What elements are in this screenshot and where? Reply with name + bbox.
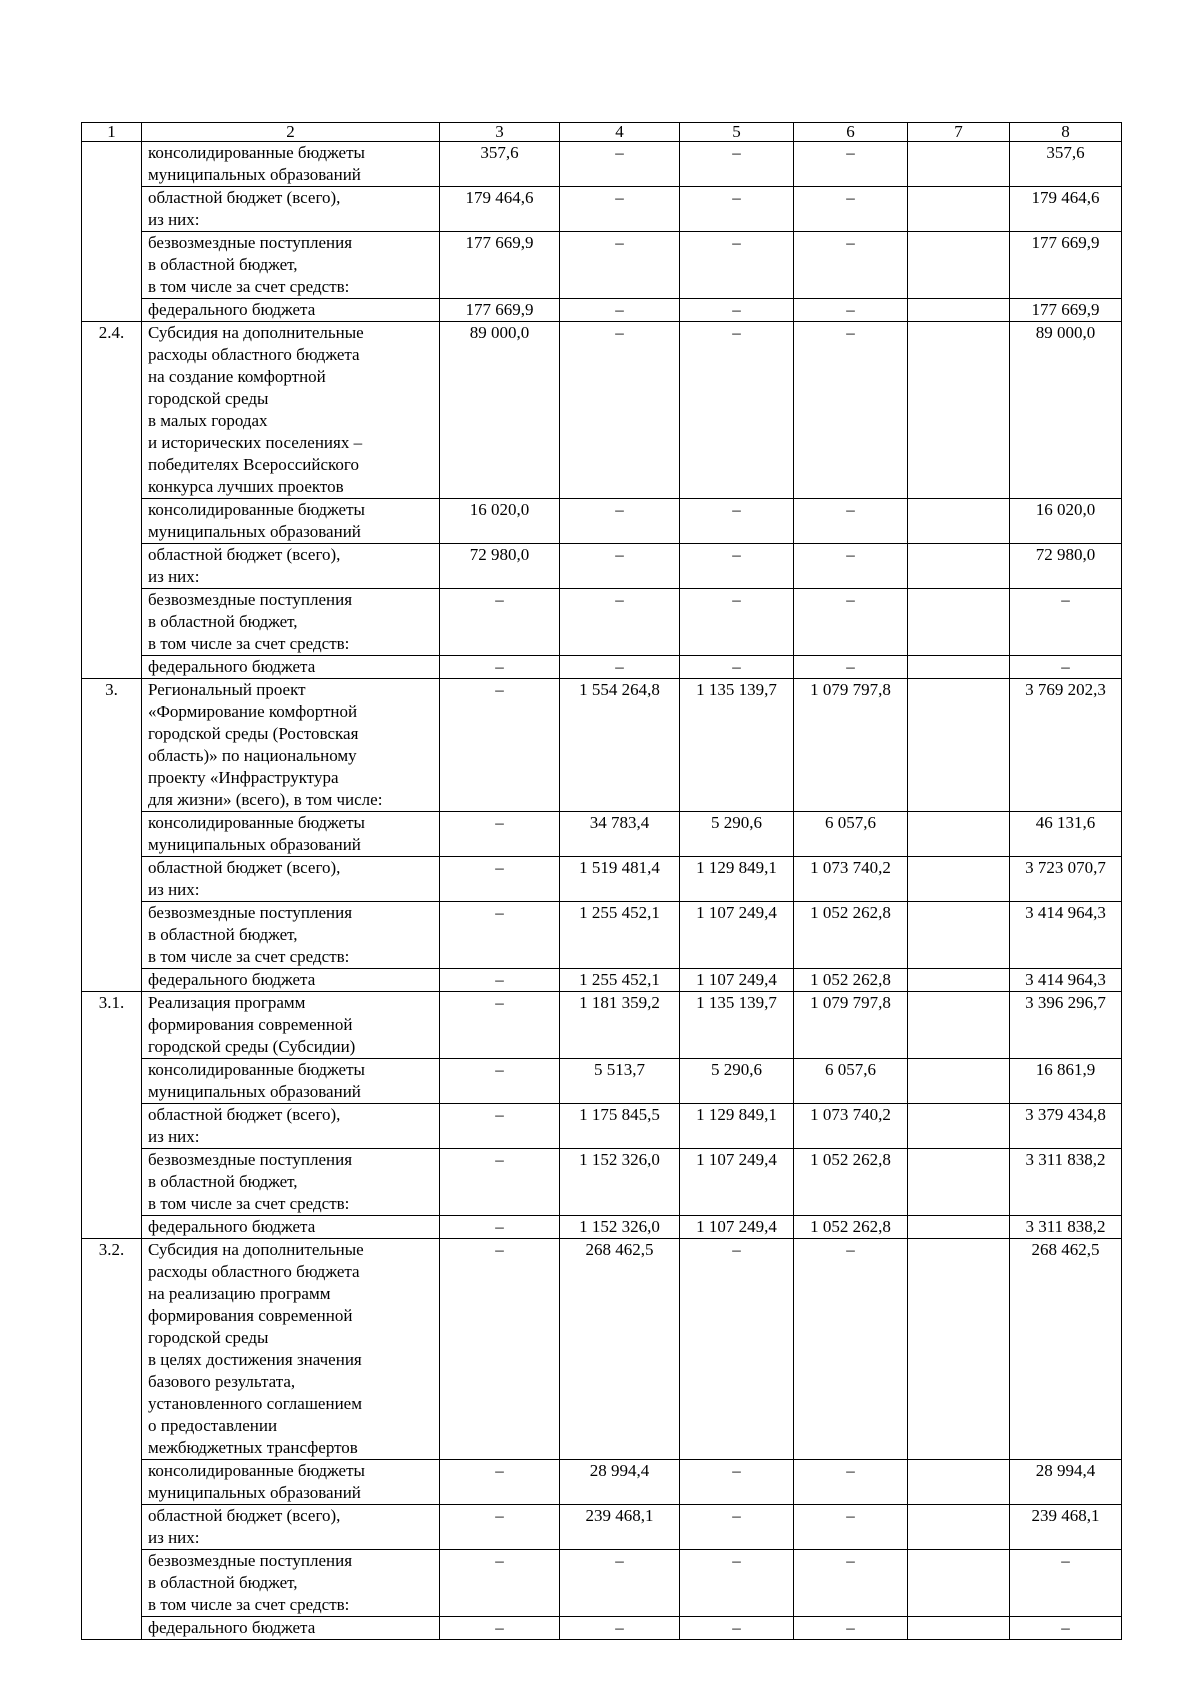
value-cell-c8: 179 464,6 (1010, 187, 1122, 232)
value-cell-c8: 89 000,0 (1010, 322, 1122, 499)
value-cell-c3: – (440, 1059, 560, 1104)
value-cell-c5: – (680, 656, 794, 679)
value-cell-c4: – (560, 187, 680, 232)
value-cell-c8: 3 769 202,3 (1010, 679, 1122, 812)
value-cell-c8: 28 994,4 (1010, 1460, 1122, 1505)
table-row (82, 322, 1122, 499)
row-label: консолидированные бюджеты муниципальных образований (142, 1460, 440, 1505)
value-cell-c4: 1 255 452,1 (560, 902, 680, 969)
table-row (82, 1617, 1122, 1640)
value-cell-c5: 5 290,6 (680, 812, 794, 857)
value-cell-c3: 177 669,9 (440, 232, 560, 299)
value-cell-c4: – (560, 232, 680, 299)
table-row (82, 812, 1122, 857)
value-cell-c8: 16 020,0 (1010, 499, 1122, 544)
table-row (82, 656, 1122, 679)
value-cell-c6: – (794, 544, 908, 589)
value-cell-c3: 16 020,0 (440, 499, 560, 544)
value-cell-c8: – (1010, 1617, 1122, 1640)
value-cell-c4: – (560, 299, 680, 322)
value-cell-c4: – (560, 499, 680, 544)
value-cell-c8: 239 468,1 (1010, 1505, 1122, 1550)
value-cell-c4: 5 513,7 (560, 1059, 680, 1104)
table-row (82, 992, 1122, 1059)
value-cell-c3: – (440, 1104, 560, 1149)
row-label: Субсидия на дополнительные расходы областного бюджета на создание комфортной городской среды в малых городах и исторических поселениях – победителях Всероссийского конкурса лучших проектов (142, 322, 440, 499)
row-label: безвозмездные поступления в областной бюджет, в том числе за счет средств: (142, 902, 440, 969)
value-cell-c6: 6 057,6 (794, 1059, 908, 1104)
value-cell-c6: 1 052 262,8 (794, 902, 908, 969)
column-header: 7 (908, 123, 1010, 142)
value-cell-c4: 1 152 326,0 (560, 1216, 680, 1239)
value-cell-c6: 1 073 740,2 (794, 857, 908, 902)
value-cell-c4: 1 554 264,8 (560, 679, 680, 812)
value-cell-c5: 1 129 849,1 (680, 857, 794, 902)
value-cell-c8: 357,6 (1010, 142, 1122, 187)
value-cell-c3: – (440, 1239, 560, 1460)
table-row (82, 232, 1122, 299)
value-cell-c7 (908, 1216, 1010, 1239)
table-row (82, 544, 1122, 589)
row-number: 3.2. (82, 1239, 142, 1640)
column-header: 1 (82, 123, 142, 142)
value-cell-c5: – (680, 322, 794, 499)
table-row (82, 1104, 1122, 1149)
value-cell-c6: – (794, 656, 908, 679)
value-cell-c5: 1 107 249,4 (680, 969, 794, 992)
value-cell-c7 (908, 1550, 1010, 1617)
value-cell-c5: 5 290,6 (680, 1059, 794, 1104)
value-cell-c8: 3 723 070,7 (1010, 857, 1122, 902)
value-cell-c6: – (794, 499, 908, 544)
row-label: областной бюджет (всего), из них: (142, 1104, 440, 1149)
value-cell-c4: 268 462,5 (560, 1239, 680, 1460)
row-label: областной бюджет (всего), из них: (142, 187, 440, 232)
value-cell-c7 (908, 1149, 1010, 1216)
value-cell-c8: 3 379 434,8 (1010, 1104, 1122, 1149)
value-cell-c6: 1 052 262,8 (794, 1216, 908, 1239)
value-cell-c3: – (440, 679, 560, 812)
value-cell-c3: – (440, 812, 560, 857)
value-cell-c7 (908, 299, 1010, 322)
value-cell-c6: – (794, 322, 908, 499)
value-cell-c5: – (680, 589, 794, 656)
value-cell-c4: 239 468,1 (560, 1505, 680, 1550)
row-number: 3. (82, 679, 142, 992)
table-row (82, 1460, 1122, 1505)
value-cell-c5: – (680, 544, 794, 589)
value-cell-c3: – (440, 1460, 560, 1505)
value-cell-c8: – (1010, 589, 1122, 656)
value-cell-c7 (908, 499, 1010, 544)
row-number: 2.4. (82, 322, 142, 679)
value-cell-c4: 1 152 326,0 (560, 1149, 680, 1216)
value-cell-c5: – (680, 1460, 794, 1505)
value-cell-c8: 3 396 296,7 (1010, 992, 1122, 1059)
value-cell-c7 (908, 322, 1010, 499)
value-cell-c7 (908, 232, 1010, 299)
row-label: федерального бюджета (142, 969, 440, 992)
value-cell-c3: – (440, 902, 560, 969)
table-row (82, 902, 1122, 969)
value-cell-c5: – (680, 299, 794, 322)
value-cell-c8: 72 980,0 (1010, 544, 1122, 589)
value-cell-c6: – (794, 1460, 908, 1505)
value-cell-c7 (908, 812, 1010, 857)
value-cell-c5: 1 107 249,4 (680, 1149, 794, 1216)
value-cell-c7 (908, 1505, 1010, 1550)
value-cell-c8: 177 669,9 (1010, 232, 1122, 299)
value-cell-c3: 89 000,0 (440, 322, 560, 499)
table-row (82, 1149, 1122, 1216)
value-cell-c6: – (794, 1505, 908, 1550)
value-cell-c8: – (1010, 1550, 1122, 1617)
value-cell-c8: 268 462,5 (1010, 1239, 1122, 1460)
row-label: областной бюджет (всего), из них: (142, 1505, 440, 1550)
value-cell-c3: – (440, 857, 560, 902)
table-row (82, 857, 1122, 902)
value-cell-c7 (908, 1104, 1010, 1149)
value-cell-c4: 34 783,4 (560, 812, 680, 857)
value-cell-c4: – (560, 656, 680, 679)
value-cell-c8: 16 861,9 (1010, 1059, 1122, 1104)
value-cell-c5: – (680, 1617, 794, 1640)
value-cell-c5: 1 135 139,7 (680, 679, 794, 812)
row-label: безвозмездные поступления в областной бюджет, в том числе за счет средств: (142, 1550, 440, 1617)
value-cell-c3: – (440, 656, 560, 679)
value-cell-c7 (908, 992, 1010, 1059)
value-cell-c4: 1 519 481,4 (560, 857, 680, 902)
column-header: 5 (680, 123, 794, 142)
value-cell-c3: – (440, 589, 560, 656)
value-cell-c5: – (680, 142, 794, 187)
value-cell-c3: 72 980,0 (440, 544, 560, 589)
row-label: областной бюджет (всего), из них: (142, 857, 440, 902)
value-cell-c3: – (440, 1216, 560, 1239)
row-label: Субсидия на дополнительные расходы областного бюджета на реализацию программ формирования современной городской среды в целях достижения значения базового результата, установленного соглашением о предоставлении межбюджетных трансфертов (142, 1239, 440, 1460)
value-cell-c4: – (560, 1550, 680, 1617)
row-label: федерального бюджета (142, 656, 440, 679)
value-cell-c7 (908, 857, 1010, 902)
row-label: федерального бюджета (142, 1617, 440, 1640)
value-cell-c5: – (680, 499, 794, 544)
value-cell-c7 (908, 969, 1010, 992)
value-cell-c4: 1 175 845,5 (560, 1104, 680, 1149)
header-row (82, 123, 1122, 142)
budget-table (81, 122, 1122, 1640)
value-cell-c8: 3 311 838,2 (1010, 1216, 1122, 1239)
value-cell-c5: 1 107 249,4 (680, 1216, 794, 1239)
table-row (82, 679, 1122, 812)
value-cell-c3: – (440, 992, 560, 1059)
value-cell-c6: – (794, 299, 908, 322)
value-cell-c6: 1 073 740,2 (794, 1104, 908, 1149)
value-cell-c6: – (794, 1617, 908, 1640)
value-cell-c5: – (680, 232, 794, 299)
table-row (82, 1059, 1122, 1104)
row-number: 3.1. (82, 992, 142, 1239)
table-row (82, 969, 1122, 992)
value-cell-c6: – (794, 1239, 908, 1460)
value-cell-c7 (908, 1617, 1010, 1640)
row-label: Региональный проект «Формирование комфортной городской среды (Ростовская область)» по национальному проекту «Инфраструктура для жизни» (всего), в том числе: (142, 679, 440, 812)
value-cell-c8: 46 131,6 (1010, 812, 1122, 857)
table-row (82, 1505, 1122, 1550)
row-label: консолидированные бюджеты муниципальных образований (142, 812, 440, 857)
row-label: федерального бюджета (142, 299, 440, 322)
value-cell-c4: 1 255 452,1 (560, 969, 680, 992)
row-label: консолидированные бюджеты муниципальных образований (142, 1059, 440, 1104)
value-cell-c7 (908, 142, 1010, 187)
value-cell-c5: – (680, 1239, 794, 1460)
table-row (82, 187, 1122, 232)
row-label: федерального бюджета (142, 1216, 440, 1239)
value-cell-c6: – (794, 142, 908, 187)
table-row (82, 299, 1122, 322)
value-cell-c8: 3 311 838,2 (1010, 1149, 1122, 1216)
value-cell-c3: – (440, 1550, 560, 1617)
row-label: областной бюджет (всего), из них: (142, 544, 440, 589)
value-cell-c7 (908, 1460, 1010, 1505)
row-label: безвозмездные поступления в областной бюджет, в том числе за счет средств: (142, 232, 440, 299)
value-cell-c4: – (560, 322, 680, 499)
value-cell-c5: 1 107 249,4 (680, 902, 794, 969)
table-row (82, 589, 1122, 656)
column-header: 4 (560, 123, 680, 142)
row-label: безвозмездные поступления в областной бюджет, в том числе за счет средств: (142, 1149, 440, 1216)
row-label: Реализация программ формирования современной городской среды (Субсидии) (142, 992, 440, 1059)
value-cell-c4: 1 181 359,2 (560, 992, 680, 1059)
value-cell-c4: – (560, 544, 680, 589)
value-cell-c6: 1 079 797,8 (794, 992, 908, 1059)
value-cell-c7 (908, 589, 1010, 656)
value-cell-c4: – (560, 142, 680, 187)
row-label: консолидированные бюджеты муниципальных образований (142, 142, 440, 187)
table-row (82, 142, 1122, 187)
value-cell-c5: 1 135 139,7 (680, 992, 794, 1059)
row-number (82, 142, 142, 322)
value-cell-c5: – (680, 187, 794, 232)
value-cell-c3: – (440, 1505, 560, 1550)
value-cell-c5: – (680, 1505, 794, 1550)
value-cell-c3: 179 464,6 (440, 187, 560, 232)
value-cell-c3: – (440, 1149, 560, 1216)
value-cell-c7 (908, 902, 1010, 969)
value-cell-c3: 177 669,9 (440, 299, 560, 322)
row-label: безвозмездные поступления в областной бюджет, в том числе за счет средств: (142, 589, 440, 656)
column-header: 8 (1010, 123, 1122, 142)
value-cell-c6: 1 052 262,8 (794, 1149, 908, 1216)
value-cell-c7 (908, 544, 1010, 589)
row-label: консолидированные бюджеты муниципальных образований (142, 499, 440, 544)
value-cell-c6: 1 079 797,8 (794, 679, 908, 812)
value-cell-c8: 177 669,9 (1010, 299, 1122, 322)
value-cell-c4: 28 994,4 (560, 1460, 680, 1505)
table-row (82, 1550, 1122, 1617)
value-cell-c6: 6 057,6 (794, 812, 908, 857)
value-cell-c4: – (560, 589, 680, 656)
value-cell-c7 (908, 1239, 1010, 1460)
value-cell-c5: 1 129 849,1 (680, 1104, 794, 1149)
value-cell-c3: – (440, 969, 560, 992)
value-cell-c8: 3 414 964,3 (1010, 902, 1122, 969)
value-cell-c6: – (794, 589, 908, 656)
value-cell-c7 (908, 656, 1010, 679)
value-cell-c8: – (1010, 656, 1122, 679)
table-row (82, 499, 1122, 544)
value-cell-c3: – (440, 1617, 560, 1640)
value-cell-c4: – (560, 1617, 680, 1640)
column-header: 2 (142, 123, 440, 142)
value-cell-c7 (908, 1059, 1010, 1104)
value-cell-c7 (908, 187, 1010, 232)
value-cell-c5: – (680, 1550, 794, 1617)
value-cell-c3: 357,6 (440, 142, 560, 187)
value-cell-c6: – (794, 187, 908, 232)
column-header: 6 (794, 123, 908, 142)
column-header: 3 (440, 123, 560, 142)
value-cell-c6: – (794, 232, 908, 299)
table-row (82, 1239, 1122, 1460)
value-cell-c6: 1 052 262,8 (794, 969, 908, 992)
value-cell-c6: – (794, 1550, 908, 1617)
table-row (82, 1216, 1122, 1239)
value-cell-c7 (908, 679, 1010, 812)
value-cell-c8: 3 414 964,3 (1010, 969, 1122, 992)
